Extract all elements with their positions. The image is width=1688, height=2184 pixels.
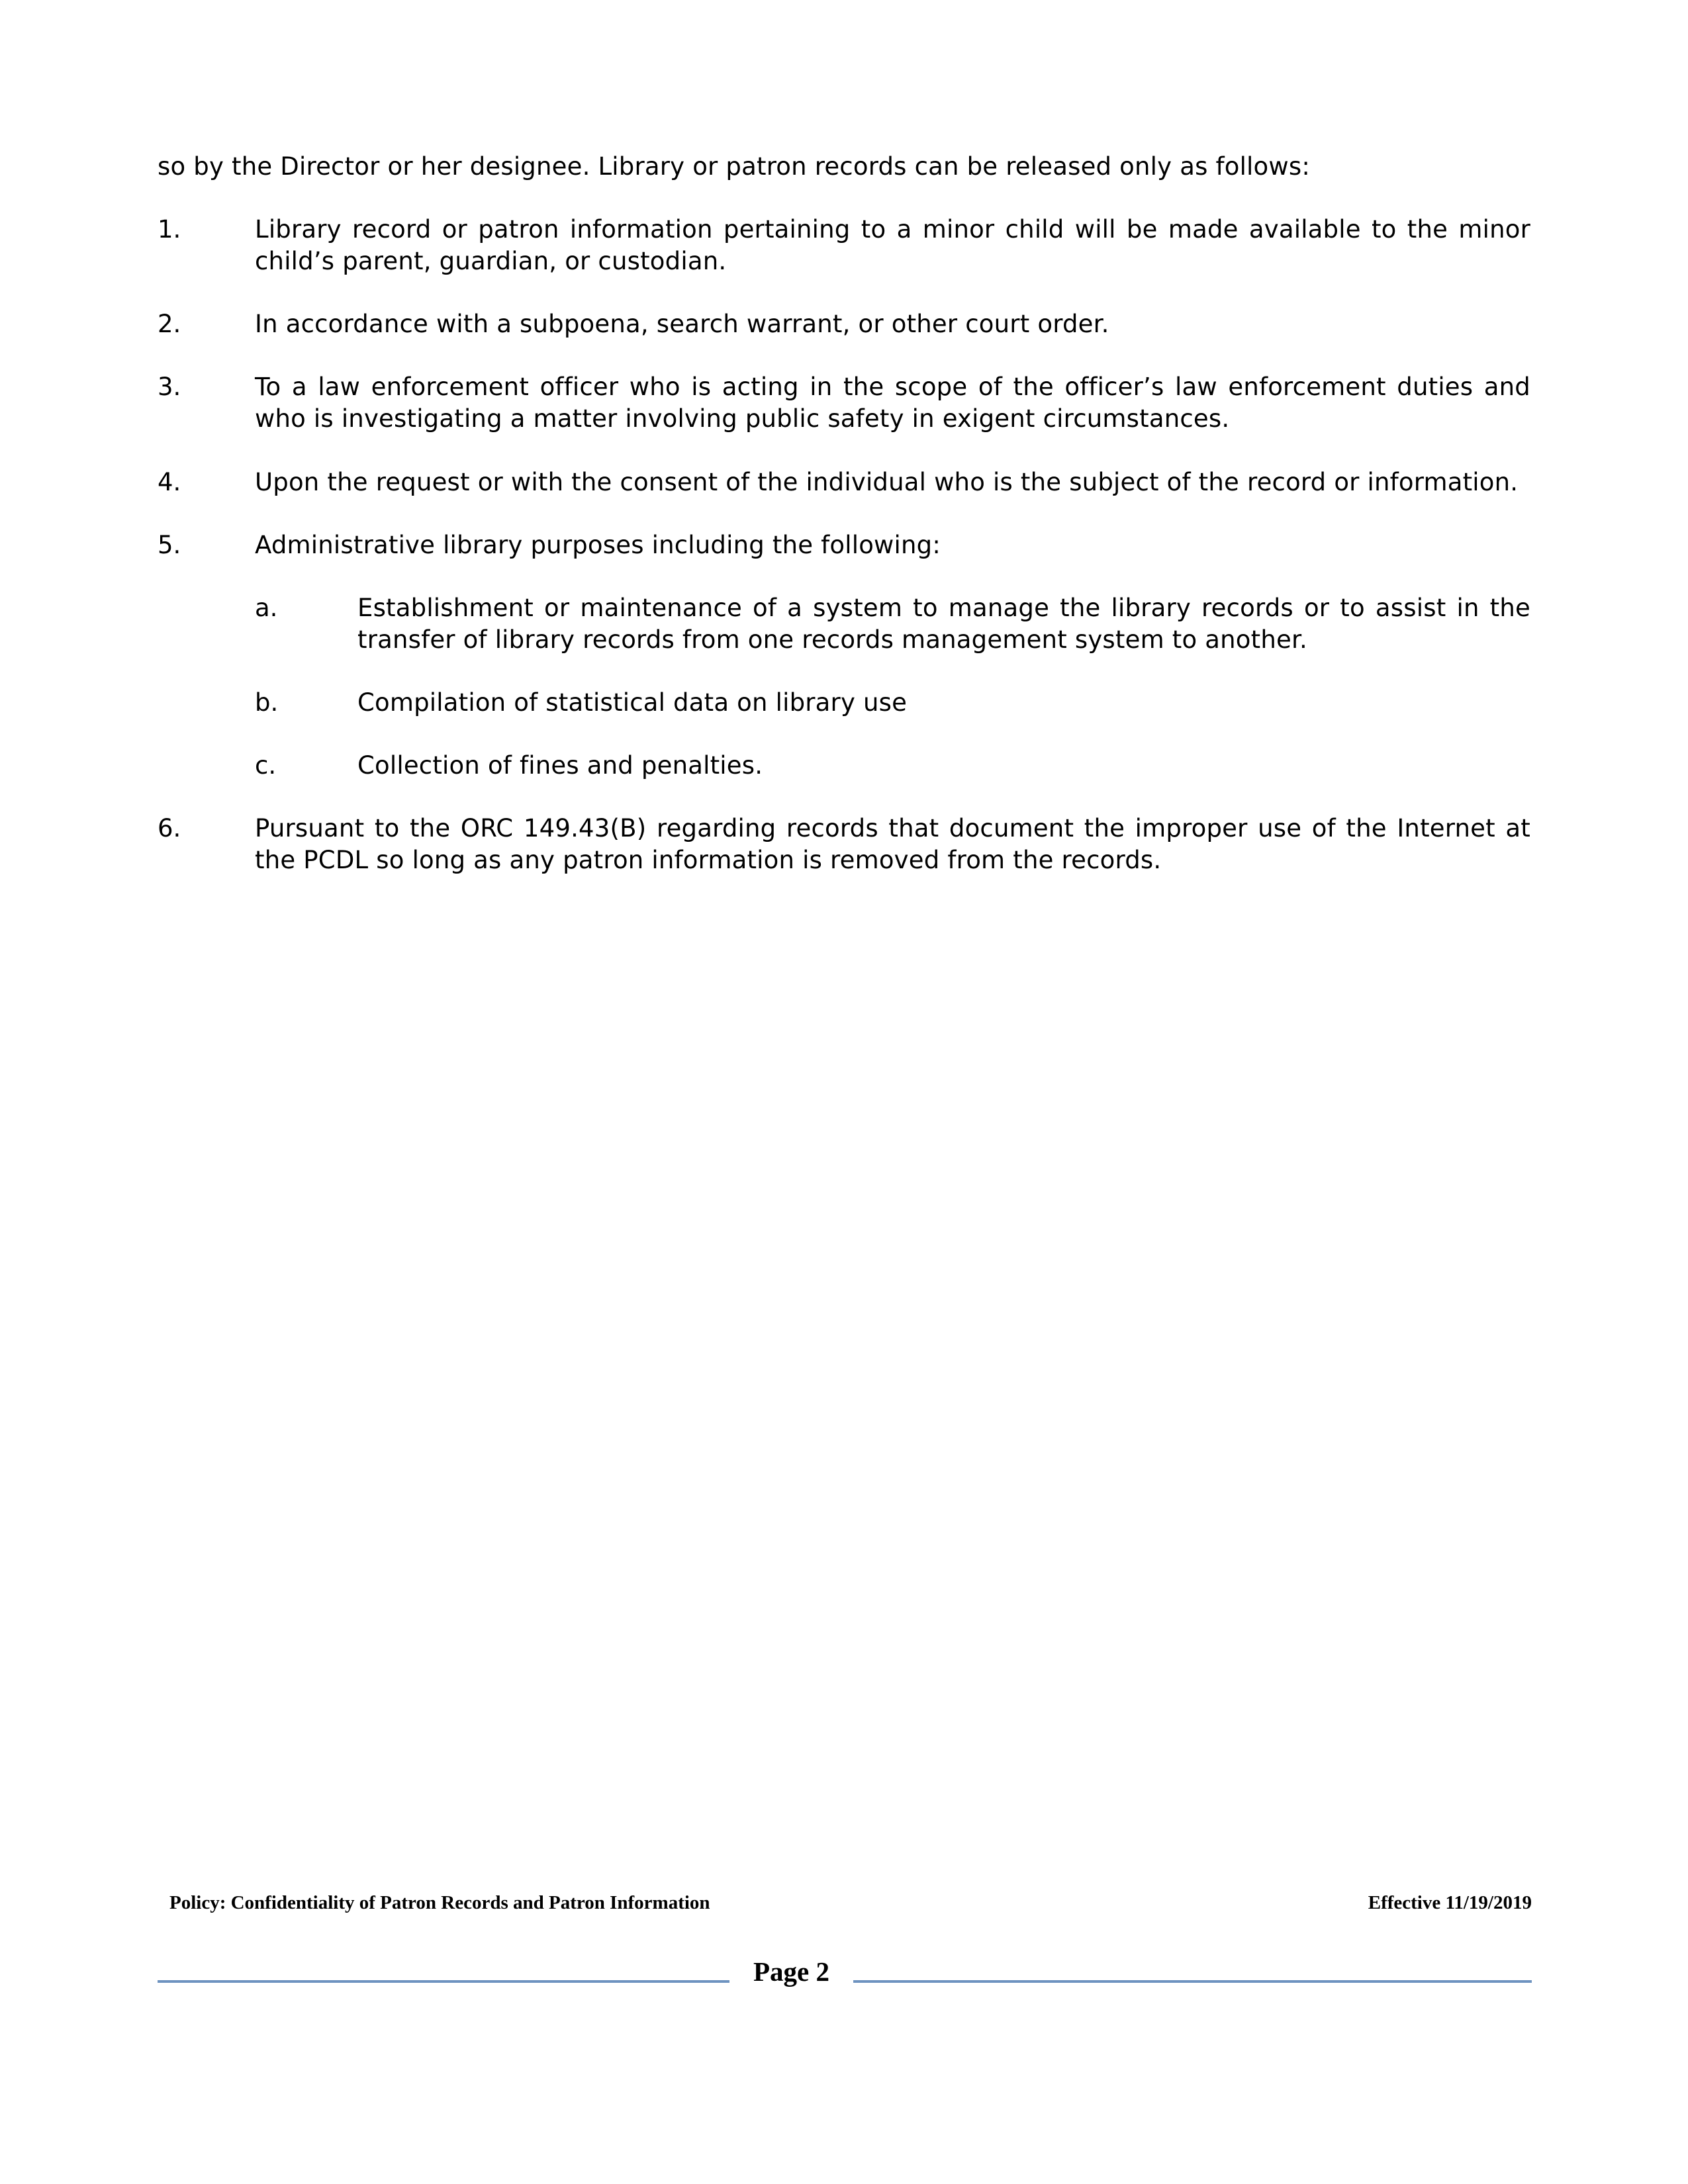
numbered-list-item (158, 214, 1530, 277)
footer-divider-left (158, 1980, 729, 1983)
footer-policy-title: Policy: Confidentiality of Patron Records and Patron Information (169, 1892, 710, 1913)
list-item-text: Establishment or maintenance of a system to manage the library records or to assist in the transfer of library records from one records management system to another. (357, 593, 1530, 654)
list-item-text: In accordance with a subpoena, search warrant, or other court order. (255, 310, 1109, 339)
list-marker: 5. (158, 530, 181, 559)
footer-divider-right (853, 1980, 1532, 1983)
page-footer (158, 1889, 1532, 2009)
list-marker: 2. (158, 310, 181, 339)
list-item-text: Library record or patron information pertaining to a minor child will be made available to the minor child’s parent, guardian, or custodian. (255, 215, 1530, 276)
list-item-text: Administrative library purposes including the following: (255, 530, 941, 559)
lettered-list-item (255, 687, 1530, 719)
list-item-text: Pursuant to the ORC 149.43(B) regarding records that document the improper use of the Internet at the PCDL so long as any patron information is removed from the records. (255, 814, 1530, 875)
lettered-sub-list (255, 592, 1530, 782)
document-body (158, 151, 1530, 876)
page-number-label: Page 2 (753, 1956, 829, 1987)
numbered-list-item (158, 529, 1530, 561)
list-marker: c. (255, 751, 277, 780)
list-marker: a. (255, 593, 278, 622)
list-marker: b. (255, 688, 279, 717)
footer-text-row (158, 1889, 1532, 1962)
intro-paragraph: so by the Director or her designee. Library or patron records can be released only as follows: (158, 152, 1310, 181)
list-marker: 6. (158, 814, 181, 843)
list-item-text: Collection of fines and penalties. (357, 751, 763, 780)
lettered-list-item (255, 750, 1530, 782)
list-marker: 3. (158, 373, 181, 402)
list-marker: 1. (158, 215, 181, 244)
footer-effective-date: Effective 11/19/2019 (1368, 1892, 1532, 1913)
list-item-text: Upon the request or with the consent of the individual who is the subject of the record or information. (255, 467, 1519, 496)
lettered-list-item (255, 592, 1530, 656)
list-marker: 4. (158, 467, 181, 496)
list-item-text: To a law enforcement officer who is acting in the scope of the officer’s law enforcement duties and who is investigating a matter involving public safety in exigent circumstances. (255, 373, 1530, 433)
numbered-list-item (158, 371, 1530, 435)
numbered-list-item (158, 813, 1530, 876)
list-item-text: Compilation of statistical data on library use (357, 688, 908, 717)
footer-rule-row (158, 1956, 1532, 1995)
numbered-list-item (158, 308, 1530, 340)
numbered-list-item (158, 467, 1530, 498)
